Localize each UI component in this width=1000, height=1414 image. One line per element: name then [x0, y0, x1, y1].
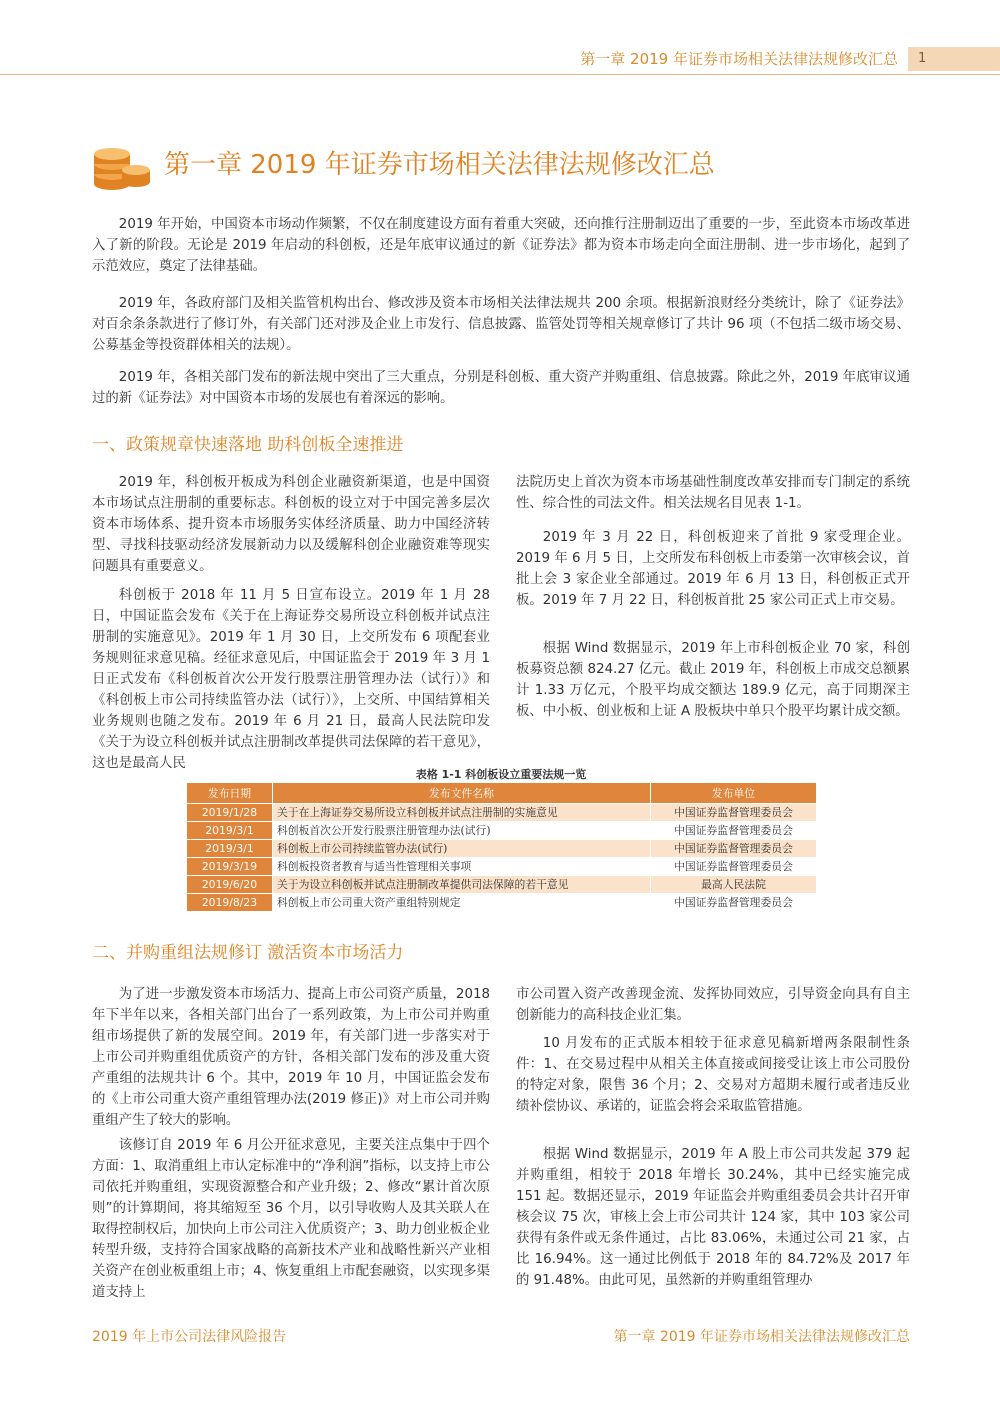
- section-heading: 一、政策规章快速落地 助科创板全速推进: [92, 435, 404, 455]
- body-paragraph: 2019 年，科创板开板成为科创企业融资新渠道，也是中国资本市场试点注册制的重要标志。科创板的设立对于中国完善多层次资本市场体系、提升资本市场服务实体经济质量、助力中国经济转型、寻找科技驱动经济发展新动力以及缓解科创企业融资难等现实问题具有重要意义。: [92, 475, 490, 574]
- body-paragraph: 2019 年 3 月 22 日，科创板迎来了首批 9 家受理企业。2019 年 6 月 5 日，上交所发布科创板上市委第一次审核会议，首批上会 3 家企业全部通过。2019 年 6 月 13 日，科创板正式开板。2019 年 7 月 22 日，科创板首批 25 家公司正式上市交易。: [516, 530, 910, 608]
- table-cell-document: 科创板投资者教育与适当性管理相关事项: [273, 858, 651, 876]
- footer-chapter-title: 第一章 2019 年证券市场相关法律法规修改汇总: [613, 1329, 910, 1345]
- table-header-row: [187, 783, 817, 804]
- table-cell-document: 科创板上市公司重大资产重组特别规定: [273, 894, 651, 912]
- table-cell-date: 2019/3/19: [187, 858, 273, 876]
- intro-paragraph: 2019 年，各相关部门发布的新法规中突出了三大重点，分别是科创板、重大资产并购重组、信息披露。除此之外，2019 年底审议通过的新《证券法》对中国资本市场的发展也有着深远的影响。: [92, 370, 910, 406]
- table-cell-document: 关于在上海证券交易所设立科创板并试点注册制的实施意见: [273, 804, 651, 822]
- table-row: [187, 822, 817, 840]
- table-cell-document: 科创板首次公开发行股票注册管理办法(试行): [273, 822, 651, 840]
- table-caption: 表格 1-1 科创板设立重要法规一览: [415, 768, 587, 781]
- column-header: 发布单位: [651, 783, 817, 804]
- table-row: [187, 876, 817, 894]
- table-cell-issuer: 中国证券监督管理委员会: [651, 858, 817, 876]
- table-cell-date: 2019/3/1: [187, 822, 273, 840]
- body-paragraph: 为了进一步激发资本市场活力、提高上市公司资产质量，2018 年下半年以来，各相关部门出台了一系列政策，为上市公司并购重组市场提供了新的发展空间。2019 年，有关部门进一步落实对于上市公司并购重组优质资产的方针，各相关部门发布的涉及重大资产重组的法规共计 6 个。其中，2019 年 10 月，中国证监会发布的《上市公司重大资产重组管理办法(2019 修正)》对上市公司并购重组产生了较大的影响。: [92, 987, 490, 1128]
- table-row: [187, 858, 817, 876]
- running-header-title: 第一章 2019 年证券市场相关法律法规修改汇总: [580, 50, 898, 68]
- table-cell-issuer: 中国证券监督管理委员会: [651, 804, 817, 822]
- footer-report-title: 2019 年上市公司法律风险报告: [92, 1329, 287, 1345]
- table-cell-issuer: 中国证券监督管理委员会: [651, 840, 817, 858]
- table-cell-document: 关于为设立科创板并试点注册制改革提供司法保障的若干意见: [273, 876, 651, 894]
- intro-paragraph: 2019 年开始，中国资本市场动作频繁，不仅在制度建设方面有着重大突破，还向推行注册制迈出了重要的一步，至此资本市场改革进入了新的阶段。无论是 2019 年启动的科创板，还是年底审议通过的新《证券法》都为资本市场走向全面注册制、进一步市场化，起到了示范效应，奠定了法律基础。: [92, 217, 910, 274]
- body-paragraph: 该修订自 2019 年 6 月公开征求意见，主要关注点集中于四个方面：1、取消重组上市认定标准中的“净利润”指标，以支持上市公司依托并购重组，实现资源整合和产业升级；2、修改“累计首次原则”的计算期间，将其缩短至 36 个月，以引导收购人及其关联人在取得控制权后，加快向上市公司注入优质资产；3、助力创业板企业转型升级，支持符合国家战略的高新技术产业和战略性新兴产业相关资产在创业板重组上市；4、恢复重组上市配套融资，以实现多渠道支持上: [92, 1138, 490, 1300]
- table-cell-issuer: 中国证券监督管理委员会: [651, 822, 817, 840]
- body-paragraph: 根据 Wind 数据显示，2019 年 A 股上市公司共发起 379 起并购重组，相较于 2018 年增长 30.24%，其中已经实施完成 151 起。数据还显示，2019 年证监会并购重组委员会共计召开审核会议 75 次，审核上会上市公司共计 124 家，其中 103 家公司获得有条件或无条件通过，占比 83.06%，未通过公司 21 家，占比 16.94%。这一通过比例低于 2018 年的 84.72%及 2017 年的 91.48%。由此可见，虽然新的并购重组管理办: [516, 1147, 910, 1288]
- table-row: [187, 840, 817, 858]
- table-cell-issuer: 中国证券监督管理委员会: [651, 894, 817, 912]
- chapter-title: 第一章 2019 年证券市场相关法律法规修改汇总: [164, 150, 715, 180]
- table-cell-date: 2019/6/20: [187, 876, 273, 894]
- regulation-table: [186, 782, 817, 912]
- body-paragraph: 科创板于 2018 年 11 月 5 日宣布设立。2019 年 1 月 28 日，中国证监会发布《关于在上海证券交易所设立科创板并试点注册制的实施意见》。2019 年 1 月 30 日，上交所发布 6 项配套业务规则征求意见稿。经征求意见后，中国证监会于 2019 年 3 月 1 日正式发布《科创板首次公开发行股票注册管理办法（试行）》和《科创板上市公司持续监管办法（试行）》，上交所、中国结算相关业务规则也随之发布。2019 年 6 月 21 日，最高人民法院印发《关于为设立科创板并试点注册制改革提供司法保障的若干意见》，这也是最高人民: [92, 588, 490, 771]
- body-paragraph: 根据 Wind 数据显示，2019 年上市科创板企业 70 家，科创板募资总额 824.27 亿元。截止 2019 年，科创板上市成交总额累计 1.33 万亿元，个股平均成交额达 189.9 亿元，高于同期深主板、中小板、创业板和上证 A 股板块中单只个股平均累计成交额。: [516, 641, 910, 719]
- table-cell-issuer: 最高人民法院: [651, 876, 817, 894]
- coin-stack-icon: [90, 140, 152, 192]
- table-cell-date: 2019/1/28: [187, 804, 273, 822]
- section-heading: 二、并购重组法规修订 激活资本市场活力: [92, 943, 404, 963]
- header-rule: [0, 74, 1000, 75]
- table-row: [187, 894, 817, 912]
- table-row: [187, 804, 817, 822]
- body-paragraph: 法院历史上首次为资本市场基础性制度改革安排而专门制定的系统性、综合性的司法文件。相关法规名目见表 1-1。: [516, 475, 910, 511]
- column-header: 发布日期: [187, 783, 273, 804]
- table-cell-date: 2019/3/1: [187, 840, 273, 858]
- body-paragraph: 市公司置入资产改善现金流、发挥协同效应，引导资金向具有自主创新能力的高科技企业汇集。: [516, 987, 910, 1023]
- intro-paragraph: 2019 年，各政府部门及相关监管机构出台、修改涉及资本市场相关法律法规共 200 余项。根据新浪财经分类统计，除了《证券法》对百余条条款进行了修订外，有关部门还对涉及企业上市发行、信息披露、监管处罚等相关规章修订了共计 96 项（不包括二级市场交易、公募基金等投资群体相关的法规）。: [92, 296, 910, 353]
- page-number: 1: [908, 47, 1000, 71]
- body-paragraph: 10 月发布的正式版本相较于征求意见稿新增两条限制性条件：1、在交易过程中从相关主体直接或间接受让该上市公司股份的特定对象，限售 36 个月；2、交易对方超期未履行或者违反业绩补偿协议、承诺的，证监会将会采取监管措施。: [516, 1036, 910, 1114]
- table-cell-date: 2019/8/23: [187, 894, 273, 912]
- table-cell-document: 科创板上市公司持续监管办法(试行): [273, 840, 651, 858]
- column-header: 发布文件名称: [273, 783, 651, 804]
